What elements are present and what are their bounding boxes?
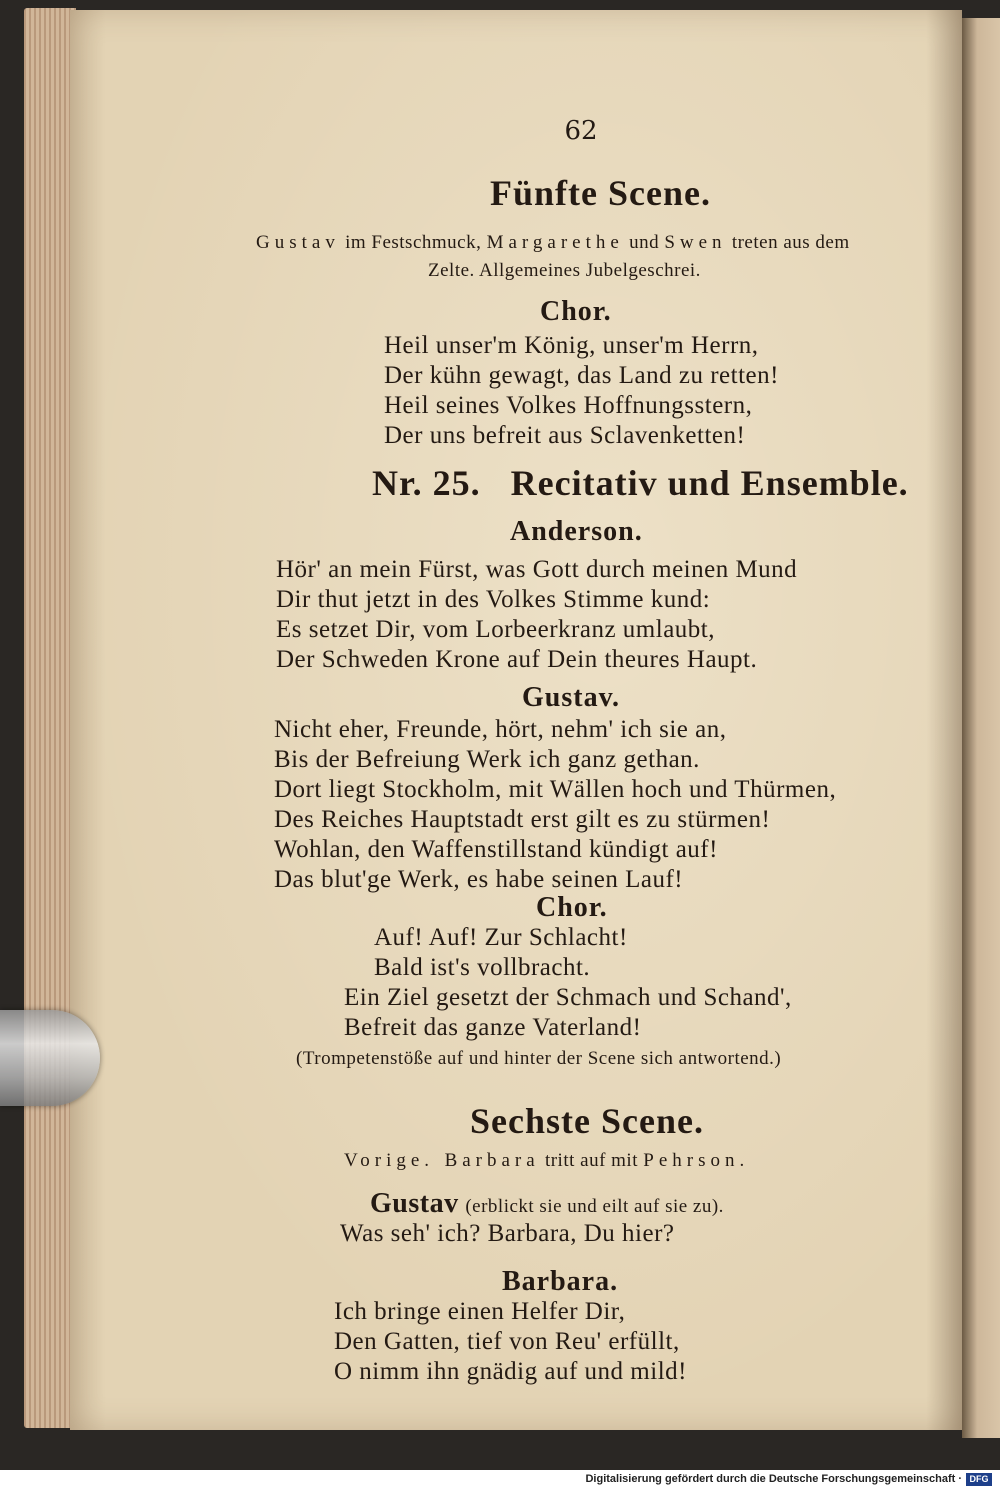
- scene-5-stage-direction-line-1: [256, 232, 850, 254]
- verse-line: Hör' an mein Fürst, was Gott durch meinen Mund: [276, 556, 798, 583]
- book-page: [70, 10, 962, 1430]
- speaker-gustav: Gustav.: [522, 682, 621, 713]
- stage-text: (erblickt sie und eilt auf sie zu).: [465, 1196, 724, 1217]
- dfg-logo: DFG: [966, 1473, 992, 1486]
- verse-line: Was seh' ich? Barbara, Du hier?: [340, 1220, 675, 1247]
- speaker-chor-1: Chor.: [540, 296, 612, 327]
- verse-line: Ein Ziel gesetzt der Schmach und Schand',: [344, 984, 792, 1011]
- character-name: Gustav: [256, 232, 340, 253]
- character-name: Barbara: [444, 1150, 540, 1171]
- stage-text: tritt auf mit: [544, 1150, 638, 1171]
- scene-5-title: Fünfte Scene.: [490, 173, 711, 213]
- footer-credit: Digitalisierung gefördert durch die Deutsche Forschungsgemeinschaft ·: [585, 1473, 962, 1485]
- character-name: Vorige.: [344, 1150, 435, 1171]
- scene-6-title: Sechste Scene.: [470, 1101, 704, 1141]
- verse-line: Wohlan, den Waffenstillstand kündigt auf!: [274, 836, 718, 863]
- gustav-speech-heading: [370, 1188, 724, 1220]
- character-name: Pehrson.: [643, 1150, 750, 1171]
- verse-line: O nimm ihn gnädig auf und mild!: [334, 1358, 687, 1385]
- number-25-title: Nr. 25. Recitativ und Ensemble.: [372, 463, 909, 503]
- stage-direction-trumpets: (Trompetenstöße auf und hinter der Scene sich antwortend.): [296, 1048, 782, 1069]
- adjacent-page-edge: [962, 18, 1000, 1438]
- verse-line: Ich bringe einen Helfer Dir,: [334, 1298, 626, 1325]
- speaker-chor-2: Chor.: [536, 892, 608, 923]
- verse-line: Bis der Befreiung Werk ich ganz gethan.: [274, 746, 700, 773]
- stage-text: und: [629, 232, 660, 253]
- verse-line: Nicht eher, Freunde, hört, nehm' ich sie an,: [274, 716, 727, 743]
- character-name: Swen: [664, 232, 727, 253]
- speaker-anderson: Anderson.: [510, 516, 643, 547]
- verse-line: Bald ist's vollbracht.: [374, 954, 591, 981]
- scene-6-stage-direction: [344, 1150, 749, 1172]
- verse-line: Des Reiches Hauptstadt erst gilt es zu stürmen!: [274, 806, 771, 833]
- verse-line: Auf! Auf! Zur Schlacht!: [374, 924, 628, 951]
- speaker-gustav: Gustav: [370, 1188, 459, 1219]
- verse-line: Der kühn gewagt, das Land zu retten!: [384, 362, 779, 389]
- verse-line: Dir thut jetzt in des Volkes Stimme kund:: [276, 586, 711, 613]
- page-clip: [0, 1010, 100, 1106]
- verse-line: Den Gatten, tief von Reu' erfüllt,: [334, 1328, 680, 1355]
- page-edges: [24, 8, 76, 1428]
- verse-line: Dort liegt Stockholm, mit Wällen hoch und Thürmen,: [274, 776, 837, 803]
- verse-line: Befreit das ganze Vaterland!: [344, 1014, 642, 1041]
- verse-line: Es setzet Dir, vom Lorbeerkranz umlaubt,: [276, 616, 715, 643]
- digitization-footer: [0, 1470, 1000, 1490]
- character-name: Margarethe: [486, 232, 624, 253]
- verse-line: Der Schweden Krone auf Dein theures Haupt.: [276, 646, 758, 673]
- stage-text: im Festschmuck,: [345, 232, 482, 253]
- verse-line: Das blut'ge Werk, es habe seinen Lauf!: [274, 866, 684, 893]
- page-number: 62: [564, 116, 598, 146]
- verse-line: Heil unser'm König, unser'm Herrn,: [384, 332, 759, 359]
- speaker-barbara: Barbara.: [502, 1266, 619, 1297]
- verse-line: Der uns befreit aus Sclavenketten!: [384, 422, 746, 449]
- verse-line: Heil seines Volkes Hoffnungsstern,: [384, 392, 753, 419]
- scene-5-stage-direction-line-2: Zelte. Allgemeines Jubelgeschrei.: [428, 260, 701, 281]
- stage-text: treten aus dem: [731, 232, 850, 253]
